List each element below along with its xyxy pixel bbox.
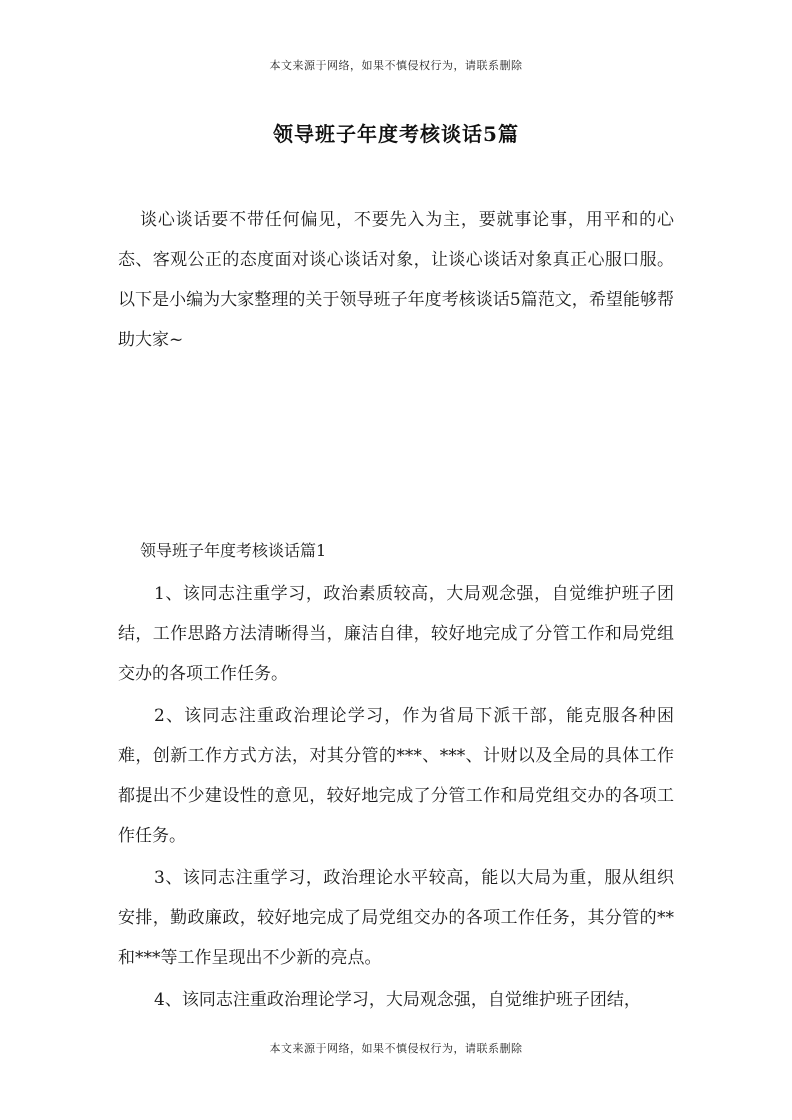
- footer-disclaimer: 本文来源于网络，如果不慎侵权行为，请联系删除: [269, 1042, 523, 1055]
- paragraph-2: 2、该同志注重政治理论学习，作为省局下派干部，能克服各种困难，创新工作方式方法，对其分管的***、***、计财以及全局的具体工作都提出不少建设性的意见，较好地完成了分管工作和局党组交办的各项工作任务。: [118, 706, 674, 846]
- header-disclaimer: 本文来源于网络，如果不慎侵权行为，请联系删除: [269, 59, 523, 72]
- document-title: 领导班子年度考核谈话5篇: [273, 122, 519, 146]
- paragraph-1: 1、该同志注重学习，政治素质较高，大局观念强，自觉维护班子团结，工作思路方法清晰得当，廉洁自律，较好地完成了分管工作和局党组交办的各项工作任务。: [118, 584, 674, 684]
- section-heading: 领导班子年度考核谈话篇1: [140, 541, 327, 560]
- paragraph-4: 4、该同志注重政治理论学习，大局观念强，自觉维护班子团结，: [154, 990, 641, 1010]
- paragraph-3: 3、该同志注重学习，政治理论水平较高，能以大局为重，服从组织安排，勤政廉政，较好地完成了局党组交办的各项工作任务，其分管的**和***等工作呈现出不少新的亮点。: [118, 868, 674, 968]
- body-paragraphs: [118, 574, 674, 1022]
- intro-paragraph: 谈心谈话要不带任何偏见，不要先入为主，要就事论事，用平和的心态、客观公正的态度面对谈心谈话对象，让谈心谈话对象真正心服口服。以下是小编为大家整理的关于领导班子年度考核谈话5篇范文，希望能够帮助大家~: [118, 210, 674, 350]
